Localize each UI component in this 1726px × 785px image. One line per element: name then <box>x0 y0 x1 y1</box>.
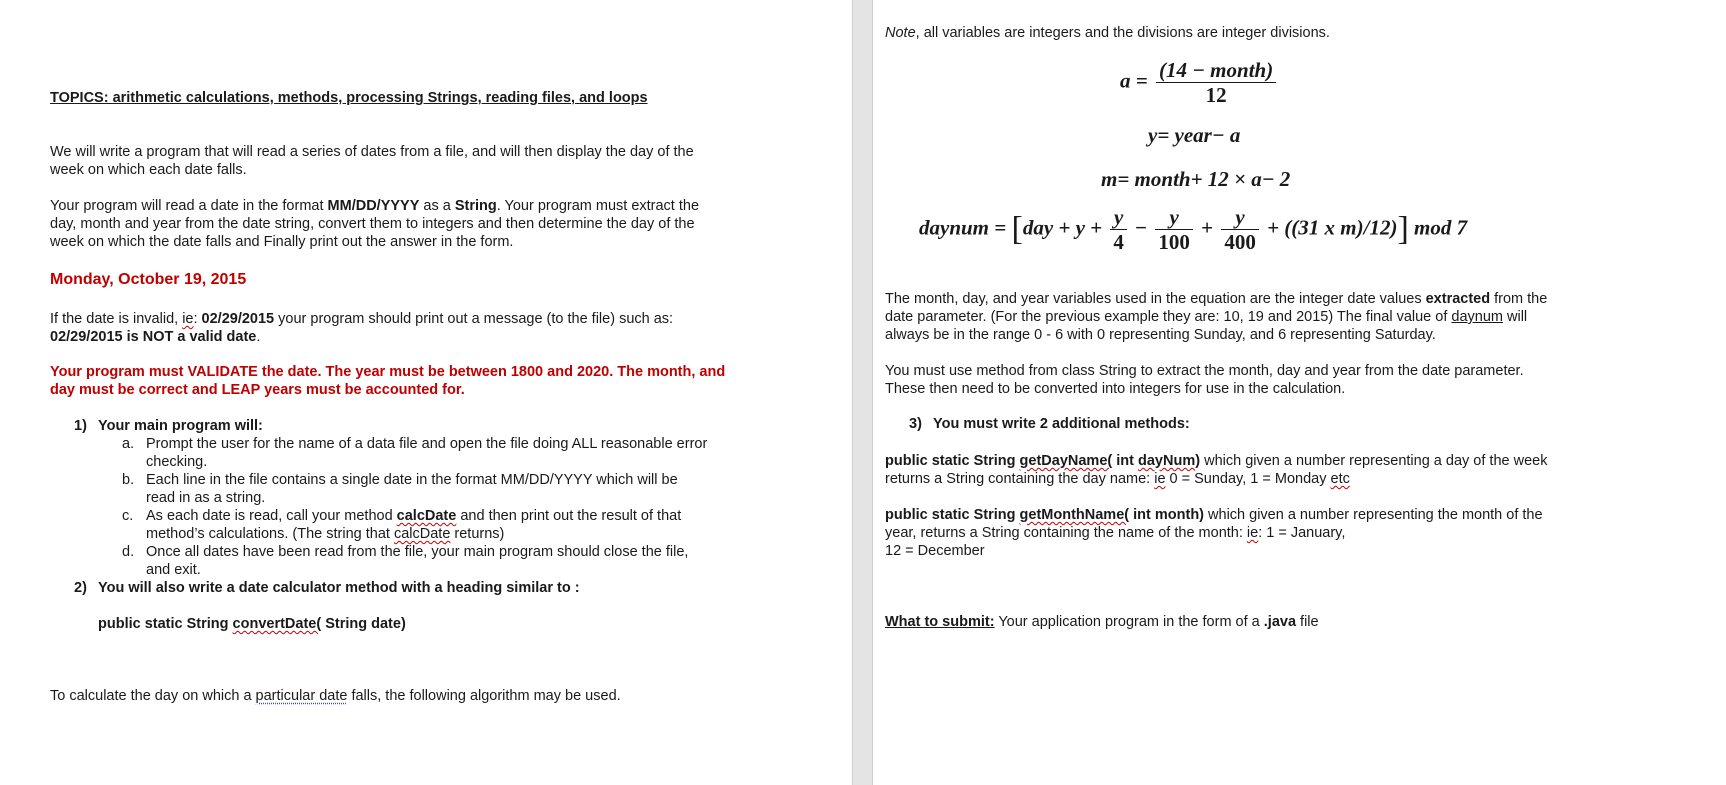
format-paragraph-line-1: Your program will read a date in the format MM/DD/YYYY as a String. Your program must extract the <box>50 198 700 214</box>
topics-heading: TOPICS: arithmetic calculations, methods, processing Strings, reading files, and loops <box>50 90 648 106</box>
intro-line-2: week on which each date falls. <box>50 162 247 178</box>
item-2-title: You will also write a date calculator method with a heading similar to : <box>98 580 580 596</box>
get-day-name-line-2: returns a String containing the day name: ie 0 = Sunday, 1 = Monday etc <box>885 471 1350 487</box>
item-1-title: Your main program will: <box>98 418 263 434</box>
subitem-c-line-2: method’s calculations. (The string that calcDate returns) <box>146 526 505 542</box>
subitem-a-letter: a. <box>122 436 135 452</box>
example-output: Monday, October 19, 2015 <box>50 271 247 288</box>
equation-daynum: daynum = [day + y + $\frac{y}{4}$ − $\frac{y}{100}$ + $\frac{y}{400}$ + ((31 x m)/12)] mod 7 <box>919 205 1468 254</box>
string-method-line-1: You must use method from class String to extract the month, day and year from the date parameter. <box>885 363 1524 379</box>
get-month-name-line-3: 12 = December <box>885 543 985 559</box>
get-day-name-line-1: public static String getDayName( int dayNum) which given a number representing a day of the week <box>885 453 1548 469</box>
get-month-name-line-1: public static String getMonthName( int month) which given a number representing the month of the <box>885 507 1543 523</box>
validate-line-1: Your program must VALIDATE the date. The year must be between 1800 and 2020. The month, and <box>50 364 726 380</box>
invalid-message: 02/29/2015 is NOT a valid date. <box>50 329 261 345</box>
document-page-right <box>873 0 1726 785</box>
format-paragraph-line-2: day, month and year from the date string, convert them to integers and then determine the day of the <box>50 216 695 232</box>
subitem-d-line-2: and exit. <box>146 562 201 578</box>
equation-a-fraction: $\frac{\text{(14 − month)}}{12}$ <box>1156 58 1276 107</box>
variables-paragraph-line-1: The month, day, and year variables used in the equation are the integer date values extracted from the <box>885 291 1548 307</box>
validate-line-2: day must be correct and LEAP years must be accounted for. <box>50 382 465 398</box>
equation-m: m= month+ 12 × a− 2 <box>1101 167 1291 191</box>
string-method-line-2: These then need to be converted into integers for use in the calculation. <box>885 381 1346 397</box>
page-gutter <box>852 0 873 785</box>
invalid-paragraph-line-1: If the date is invalid, ie: 02/29/2015 your program should print out a message (to the file) such as: <box>50 311 674 327</box>
get-month-name-line-2: year, returns a String containing the name of the month: ie: 1 = January, <box>885 525 1346 541</box>
subitem-a-line-2: checking. <box>146 454 208 470</box>
item-3-number: 3) <box>909 416 922 432</box>
subitem-b-letter: b. <box>122 472 135 488</box>
subitem-a-line-1: Prompt the user for the name of a data file and open the file doing ALL reasonable error <box>146 436 708 452</box>
item-1-number: 1) <box>74 418 87 434</box>
intro-line-1: We will write a program that will read a series of dates from a file, and will then display the day of the <box>50 144 694 160</box>
format-paragraph-line-3: week on which the date falls and Finally print out the answer in the form. <box>50 234 514 250</box>
equation-daynum-lhs: daynum = <box>919 215 1007 240</box>
document-page-left <box>0 0 852 785</box>
submit-line: What to submit: Your application program in the form of a .java file <box>885 614 1319 630</box>
subitem-c-letter: c. <box>122 508 134 524</box>
subitem-d-line-1: Once all dates have been read from the file, your main program should close the file, <box>146 544 689 560</box>
item-3-title: You must write 2 additional methods: <box>933 416 1190 432</box>
note-line: Note, all variables are integers and the divisions are integer divisions. <box>885 25 1330 41</box>
item-2-number: 2) <box>74 580 87 596</box>
variables-paragraph-line-3: always be in the range 0 - 6 with 0 representing Sunday, and 6 representing Saturday. <box>885 327 1436 343</box>
algorithm-intro: To calculate the day on which a particular date falls, the following algorithm may be used. <box>50 688 621 704</box>
subitem-d-letter: d. <box>122 544 135 560</box>
variables-paragraph-line-2: date parameter. (For the previous example they are: 10, 19 and 2015) The final value of daynum will <box>885 309 1528 325</box>
convert-date-heading: public static String convertDate( String date) <box>98 616 406 632</box>
equation-y: y= year− a <box>1148 123 1241 147</box>
subitem-b-line-1: Each line in the file contains a single date in the format MM/DD/YYYY which will be <box>146 472 678 488</box>
equation-a <box>1120 58 1279 107</box>
subitem-c-line-1: As each date is read, call your method calcDate and then print out the result of that <box>146 508 682 524</box>
subitem-b-line-2: read in as a string. <box>146 490 266 506</box>
equation-a-lhs: a = <box>1120 68 1148 93</box>
